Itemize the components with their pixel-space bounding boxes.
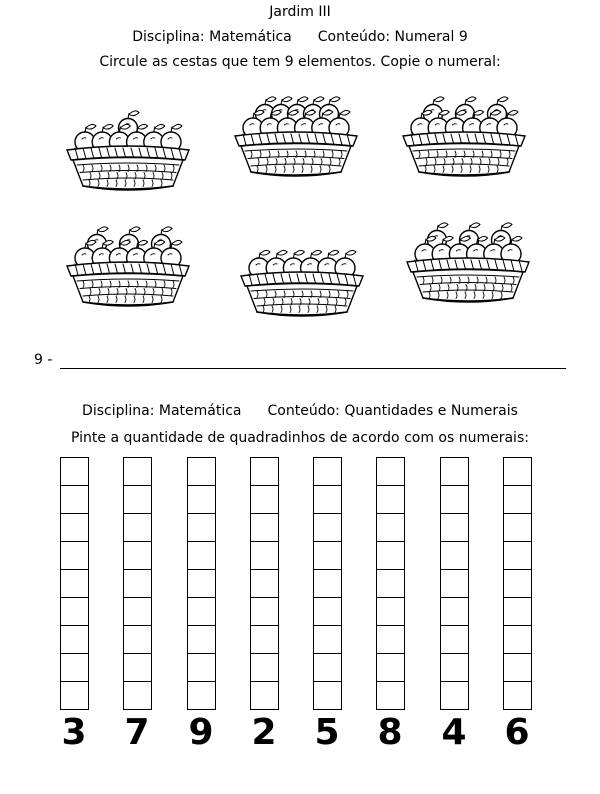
count-box[interactable] (440, 681, 469, 710)
count-box[interactable] (503, 597, 532, 626)
count-box[interactable] (503, 513, 532, 542)
count-box[interactable] (123, 569, 152, 598)
count-box[interactable] (187, 625, 216, 654)
count-box[interactable] (187, 457, 216, 486)
count-box[interactable] (503, 625, 532, 654)
count-box[interactable] (376, 653, 405, 682)
count-box[interactable] (440, 485, 469, 514)
count-box[interactable] (187, 513, 216, 542)
count-box[interactable] (250, 653, 279, 682)
count-box[interactable] (123, 541, 152, 570)
section1-subject: Disciplina: Matemática (132, 29, 292, 45)
count-box[interactable] (187, 569, 216, 598)
count-box[interactable] (250, 681, 279, 710)
count-box[interactable] (503, 653, 532, 682)
count-box-column (313, 458, 342, 710)
count-box-column (440, 458, 469, 710)
section2-content: Conteúdo: Quantidades e Numerais (267, 403, 518, 419)
count-box[interactable] (123, 485, 152, 514)
count-box[interactable] (440, 513, 469, 542)
numeral-label: 4 (441, 712, 467, 753)
count-box[interactable] (503, 569, 532, 598)
count-box-column (187, 458, 216, 710)
count-box[interactable] (60, 513, 89, 542)
count-box[interactable] (187, 485, 216, 514)
count-box[interactable] (376, 513, 405, 542)
basket-illustration (57, 98, 199, 190)
count-box-column (503, 458, 532, 710)
numeral-label: 2 (251, 712, 277, 753)
basket-illustration (397, 210, 539, 302)
numeral-label: 7 (124, 712, 150, 753)
numeral-label: 5 (314, 712, 340, 753)
count-box[interactable] (313, 541, 342, 570)
count-box[interactable] (376, 457, 405, 486)
count-box[interactable] (60, 541, 89, 570)
count-box[interactable] (440, 569, 469, 598)
count-box[interactable] (187, 653, 216, 682)
copy-numeral-label: 9 - (34, 352, 53, 368)
count-box[interactable] (250, 541, 279, 570)
fruit-basket[interactable] (57, 98, 199, 190)
fruit-basket[interactable] (57, 214, 199, 306)
count-box[interactable] (187, 541, 216, 570)
count-box-column (250, 458, 279, 710)
count-box-column (60, 458, 89, 710)
count-box[interactable] (123, 653, 152, 682)
section1-instruction: Circule as cestas que tem 9 elementos. Copie o numeral: (99, 54, 501, 70)
count-box[interactable] (250, 597, 279, 626)
section2-header (0, 403, 600, 419)
copy-numeral-row (34, 352, 574, 376)
count-box[interactable] (376, 625, 405, 654)
basket-illustration (231, 224, 373, 316)
count-box[interactable] (250, 485, 279, 514)
count-box[interactable] (440, 457, 469, 486)
count-box[interactable] (123, 457, 152, 486)
numeral-label: 3 (61, 712, 87, 753)
count-box[interactable] (313, 653, 342, 682)
basket-illustration (393, 84, 535, 176)
count-box[interactable] (313, 569, 342, 598)
count-box[interactable] (313, 681, 342, 710)
count-box[interactable] (60, 485, 89, 514)
copy-numeral-write-line[interactable] (60, 368, 566, 369)
section1-header (0, 29, 600, 45)
count-box[interactable] (187, 681, 216, 710)
basket-illustration (57, 214, 199, 306)
numeral-label: 9 (188, 712, 214, 753)
count-box[interactable] (60, 653, 89, 682)
count-box[interactable] (313, 513, 342, 542)
count-box[interactable] (503, 485, 532, 514)
section2-subject: Disciplina: Matemática (82, 403, 242, 419)
count-box[interactable] (503, 457, 532, 486)
count-box[interactable] (313, 597, 342, 626)
count-box[interactable] (250, 625, 279, 654)
count-box[interactable] (123, 625, 152, 654)
count-box[interactable] (250, 569, 279, 598)
count-box[interactable] (60, 681, 89, 710)
numeral-label: 8 (377, 712, 403, 753)
count-box[interactable] (376, 485, 405, 514)
count-box[interactable] (60, 625, 89, 654)
count-box[interactable] (440, 653, 469, 682)
count-box[interactable] (503, 541, 532, 570)
count-box[interactable] (376, 541, 405, 570)
count-box[interactable] (376, 597, 405, 626)
count-box[interactable] (187, 597, 216, 626)
worksheet-title: Jardim III (269, 4, 331, 20)
section2-instruction: Pinte a quantidade de quadradinhos de acordo com os numerais: (71, 430, 529, 446)
fruit-basket[interactable] (397, 210, 539, 302)
section1-content: Conteúdo: Numeral 9 (317, 29, 468, 45)
count-box[interactable] (440, 541, 469, 570)
count-box[interactable] (123, 513, 152, 542)
fruit-basket[interactable] (231, 224, 373, 316)
count-box[interactable] (313, 457, 342, 486)
count-box[interactable] (376, 681, 405, 710)
count-box[interactable] (60, 569, 89, 598)
count-box[interactable] (440, 625, 469, 654)
numeral-label: 6 (504, 712, 530, 753)
fruit-basket[interactable] (393, 84, 535, 176)
count-box[interactable] (60, 597, 89, 626)
count-box[interactable] (123, 681, 152, 710)
count-box[interactable] (60, 457, 89, 486)
count-box[interactable] (503, 681, 532, 710)
count-box[interactable] (250, 457, 279, 486)
fruit-basket[interactable] (225, 84, 367, 176)
count-box[interactable] (313, 485, 342, 514)
basket-illustration (225, 84, 367, 176)
count-box[interactable] (313, 625, 342, 654)
count-box[interactable] (250, 513, 279, 542)
count-box-column (376, 458, 405, 710)
count-box[interactable] (440, 597, 469, 626)
count-box-column (123, 458, 152, 710)
count-box[interactable] (376, 569, 405, 598)
count-box[interactable] (123, 597, 152, 626)
